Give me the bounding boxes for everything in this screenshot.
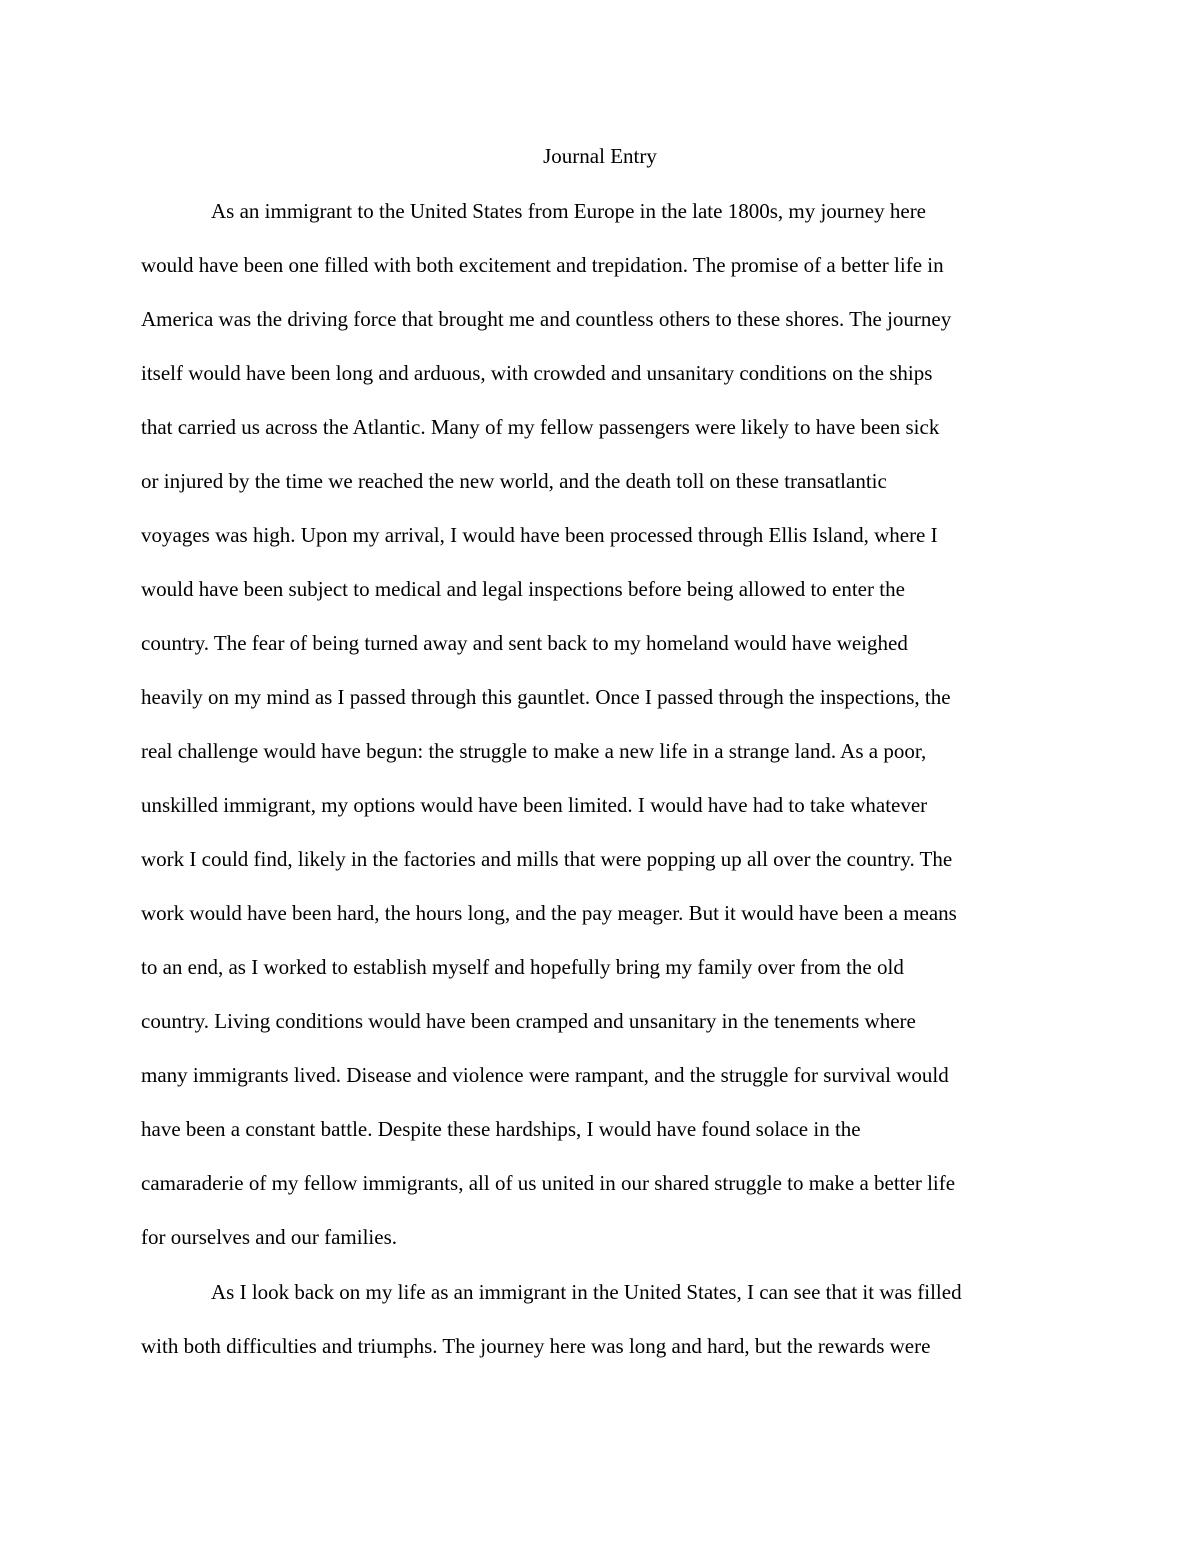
paragraph-1-line: itself would have been long and arduous, with crowded and unsanitary conditions on the ships <box>141 361 933 385</box>
paragraph-1-line: work I could find, likely in the factories and mills that were popping up all over the country. The <box>141 847 953 871</box>
paragraph-1-line: for ourselves and our families. <box>141 1225 398 1249</box>
paragraph-1-line: camaraderie of my fellow immigrants, all of us united in our shared struggle to make a better life <box>141 1171 956 1195</box>
paragraph-1-line: real challenge would have begun: the struggle to make a new life in a strange land. As a poor, <box>141 739 927 763</box>
paragraph-1-line: country. The fear of being turned away and sent back to my homeland would have weighed <box>141 631 908 655</box>
paragraph-1-line: heavily on my mind as I passed through this gauntlet. Once I passed through the inspections, the <box>141 685 951 709</box>
paragraph-1-line: would have been one filled with both excitement and trepidation. The promise of a better life in <box>141 253 944 277</box>
paragraph-1-line: As an immigrant to the United States from Europe in the late 1800s, my journey here <box>211 199 927 223</box>
paragraph-1-line: voyages was high. Upon my arrival, I would have been processed through Ellis Island, where I <box>141 523 938 547</box>
paragraph-1-line: America was the driving force that brought me and countless others to these shores. The journey <box>141 307 952 331</box>
paragraph-1-line: work would have been hard, the hours long, and the pay meager. But it would have been a means <box>141 901 957 925</box>
paragraph-1-line: that carried us across the Atlantic. Many of my fellow passengers were likely to have been sick <box>141 415 940 439</box>
paragraph-1-line: to an end, as I worked to establish myself and hopefully bring my family over from the old <box>141 955 904 979</box>
paragraph-2-line: with both difficulties and triumphs. The journey here was long and hard, but the rewards were <box>141 1334 931 1358</box>
document-title: Journal Entry <box>543 144 657 168</box>
paragraph-2-line: As I look back on my life as an immigrant in the United States, I can see that it was filled <box>211 1280 962 1304</box>
paragraph-1-line: unskilled immigrant, my options would have been limited. I would have had to take whatever <box>141 793 928 817</box>
paragraph-1-line: have been a constant battle. Despite these hardships, I would have found solace in the <box>141 1117 861 1141</box>
paragraph-1-line: many immigrants lived. Disease and violence were rampant, and the struggle for survival would <box>141 1063 949 1087</box>
paragraph-1-line: country. Living conditions would have been cramped and unsanitary in the tenements where <box>141 1009 916 1033</box>
paragraph-1-line: would have been subject to medical and legal inspections before being allowed to enter the <box>141 577 905 601</box>
paragraph-1-line: or injured by the time we reached the new world, and the death toll on these transatlantic <box>141 469 887 493</box>
